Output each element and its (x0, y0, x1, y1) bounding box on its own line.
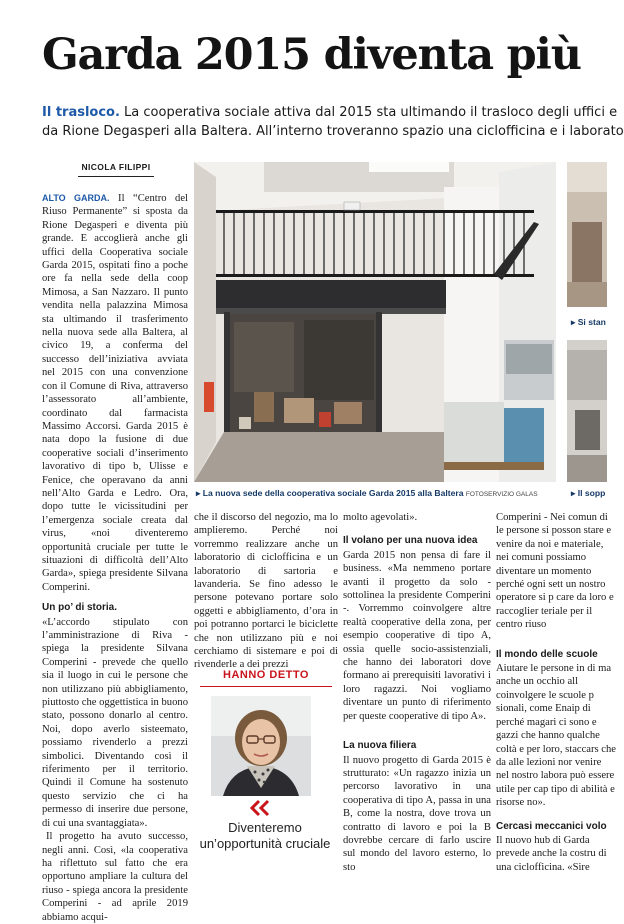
article-column-4 (496, 511, 616, 873)
column4-opening: Comperini - Nei comun di le persone si posson stare e venire da noi e materiale, nei comuni possiamo diventare un momento perché ogni sett un nostro operatore si p care da loro e raccoglier teriale per il centro riuso (496, 512, 614, 631)
article-column-3 (343, 511, 491, 874)
photo-credit: FOTOSERVIZIO GALAS (465, 491, 538, 498)
portrait-image (211, 696, 311, 796)
lead-paragraph (42, 192, 188, 594)
volano-paragraph: Garda 2015 non pensa di fare il business. «Ma nemmeno portare avanti il progetto da solo - sottolinea la presidente Comperini -. Vorremmo coinvolgere altre realtà cooperative della zona, per esempio cooperative di tipo A, ossia quelle socio-assistenziali, che hanno dei laboratori dove formano ai prerequisiti lavorativi i loro ragazzi. Noi vogliamo diventare un punto di riferimento per queste cooperative di tipo A». (343, 549, 491, 722)
side-caption-bottom: ▸ Il sopp (571, 488, 606, 498)
byline-divider (78, 176, 154, 177)
history-paragraph: «L’accordo stipulato con l’amministrazione di Riva - spiega la presidente Silvana Comperini - prevede che quello sia il luogo in cui le persone che non utilizzano più abbigliamento, piuttosto che oggettistica in buono stato, possono donarlo al centro. Noi, dopo averlo sisteemato, possiamo rivenderlo a prezzi simbolici. Diventando così il riferimento per il territorio. Quindi il Comune ha sostenuto questo servizio che ci ha permesso di inserire due persone, di cui una svantaggiata». (42, 616, 188, 829)
filiera-paragraph: Il nuovo progetto di Garda 2015 è strutturato: «Un ragazzo inizia un percorso lavorativo in una cooperativa di tipo A, passa in una B, come la nostra, dove trova un contratto di lavoro e poi la B dovrebbe cercare di farlo uscire sul mondo del lavoro esterno, lo sto (343, 754, 491, 873)
column3-opening: molto agevolati». (343, 512, 418, 523)
scuole-paragraph: Aiutare le persone in di ma anche un occhio all coinvolgere le scuole p sionali, come Enaip di perché magari ci sono e gazzi che hanno qualche coltà e per loro, staccars che da alle lezioni nor venire nel nostro labora può essere utile per cap tipo di abilità e risorse no». (496, 663, 616, 809)
dateline: ALTO GARDA. (42, 193, 110, 203)
president-portrait (211, 696, 311, 796)
lead-text: Il “Centro del Riuso Permanente” si sposta da Rione Degasperi e diventa più grande. E accoglierà anche gli uffici della Cooperativa sociale Garda 2015, ospitati fino a poche ore fa nella sede della coop Mimosa, a San Nazzaro. Il punto vendita nella palazzina Mimosa sta ultimando il trasferimento nella nuova sede alla Baltera, al civico 19, a conferma del successo dell’iniziativa avviata nel 2015 con una convenzione con il Comune di Riva, attraverso l’assessorato all’ambiente, coordinato dal farmacista Massimo Accorsi. Garda 2015 è nata dopo la fusione di due cooperative sociali d’inserimento lavorativo di tipo b, Ulisse e Fenice, che operavano da anni nell’Alto Garda e Ledro. Ora, dopo tutte le vicissitudini per l’emergenza sociale creata dal virus, «noi diventeremo opportunità cruciale per tutte le situazioni di difficoltà dell’Alto Garda», spiega presidente Silvana Comperini. (42, 193, 188, 593)
side-caption-top-text: Si stan (577, 317, 606, 327)
quote-box-divider (200, 686, 332, 687)
section-heading-filiera: La nuova filiera (343, 740, 417, 752)
quote-chevron-icon (249, 800, 271, 821)
side-photo-top-image (567, 162, 607, 307)
side-photo-bottom (567, 340, 607, 482)
main-photo (194, 162, 556, 482)
side-caption-bottom-text: Il sopp (577, 488, 606, 498)
deck-text-1: La cooperativa sociale attiva dal 2015 sta ultimando il trasloco degli uffici e (119, 105, 618, 120)
deck (42, 103, 624, 141)
warehouse-interior-image (194, 162, 556, 482)
side-photo-bottom-image (567, 340, 607, 482)
deck-kicker: Il trasloco. (42, 105, 120, 120)
headline: Garda 2015 diventa più (42, 30, 581, 80)
side-photo-top (567, 162, 607, 307)
section-heading-scuole: Il mondo delle scuole (496, 648, 598, 660)
article-column-1 (42, 192, 188, 924)
quote-box-label: HANNO DETTO (223, 669, 309, 681)
photo-caption-text: La nuova sede della cooperativa sociale Garda 2015 alla Baltera (202, 488, 464, 498)
byline: NICOLA FILIPPI (81, 162, 151, 172)
photo-caption: ▸ La nuova sede della cooperativa sociale Garda 2015 alla Baltera FOTOSERVIZIO GALAS (196, 488, 538, 498)
meccanici-paragraph: Il nuovo hub di Garda prevede anche la costru di una ciclofficina. «Sire (496, 834, 607, 873)
side-caption-top: ▸ Si stan (571, 317, 606, 327)
column2-paragraph: che il discorso del negozio, ma lo amplieremo. Perché noi vorremmo realizzare anche un laboratorio di ciclofficina e un laboratorio di sartoria e lavanderia. Se fino adesso le persone potevano portare solo oggetti e abbigliamento, d’ora in poi potranno portarci le biciclette che non utilizzano più e noi cerchiamo di sistemare e poi di rivenderle a dei prezzi (194, 512, 338, 671)
deck-text-2: da Rione Degasperi alla Baltera. All’interno troveranno spazio una ciclofficina e i laborato (42, 124, 624, 139)
section-heading-history: Un po’ di storia. (42, 602, 118, 614)
pull-quote: Diventeremo un’opportunità cruciale (199, 820, 331, 851)
section-heading-meccanici: Cercasi meccanici volo (496, 820, 607, 832)
article-column-2 (194, 511, 338, 672)
deck-line-1 (42, 103, 618, 122)
section-heading-volano: Il volano per una nuova idea (343, 535, 478, 547)
project-paragraph: Il progetto ha avuto successo, negli anni. Così, «la cooperativa ha riflettuto sul fatto che era opportuno ampliare la cultura del riuso - spiega ancora la presidente Comperini - ad aprile 2019 abbiamo acqui- (42, 831, 188, 923)
